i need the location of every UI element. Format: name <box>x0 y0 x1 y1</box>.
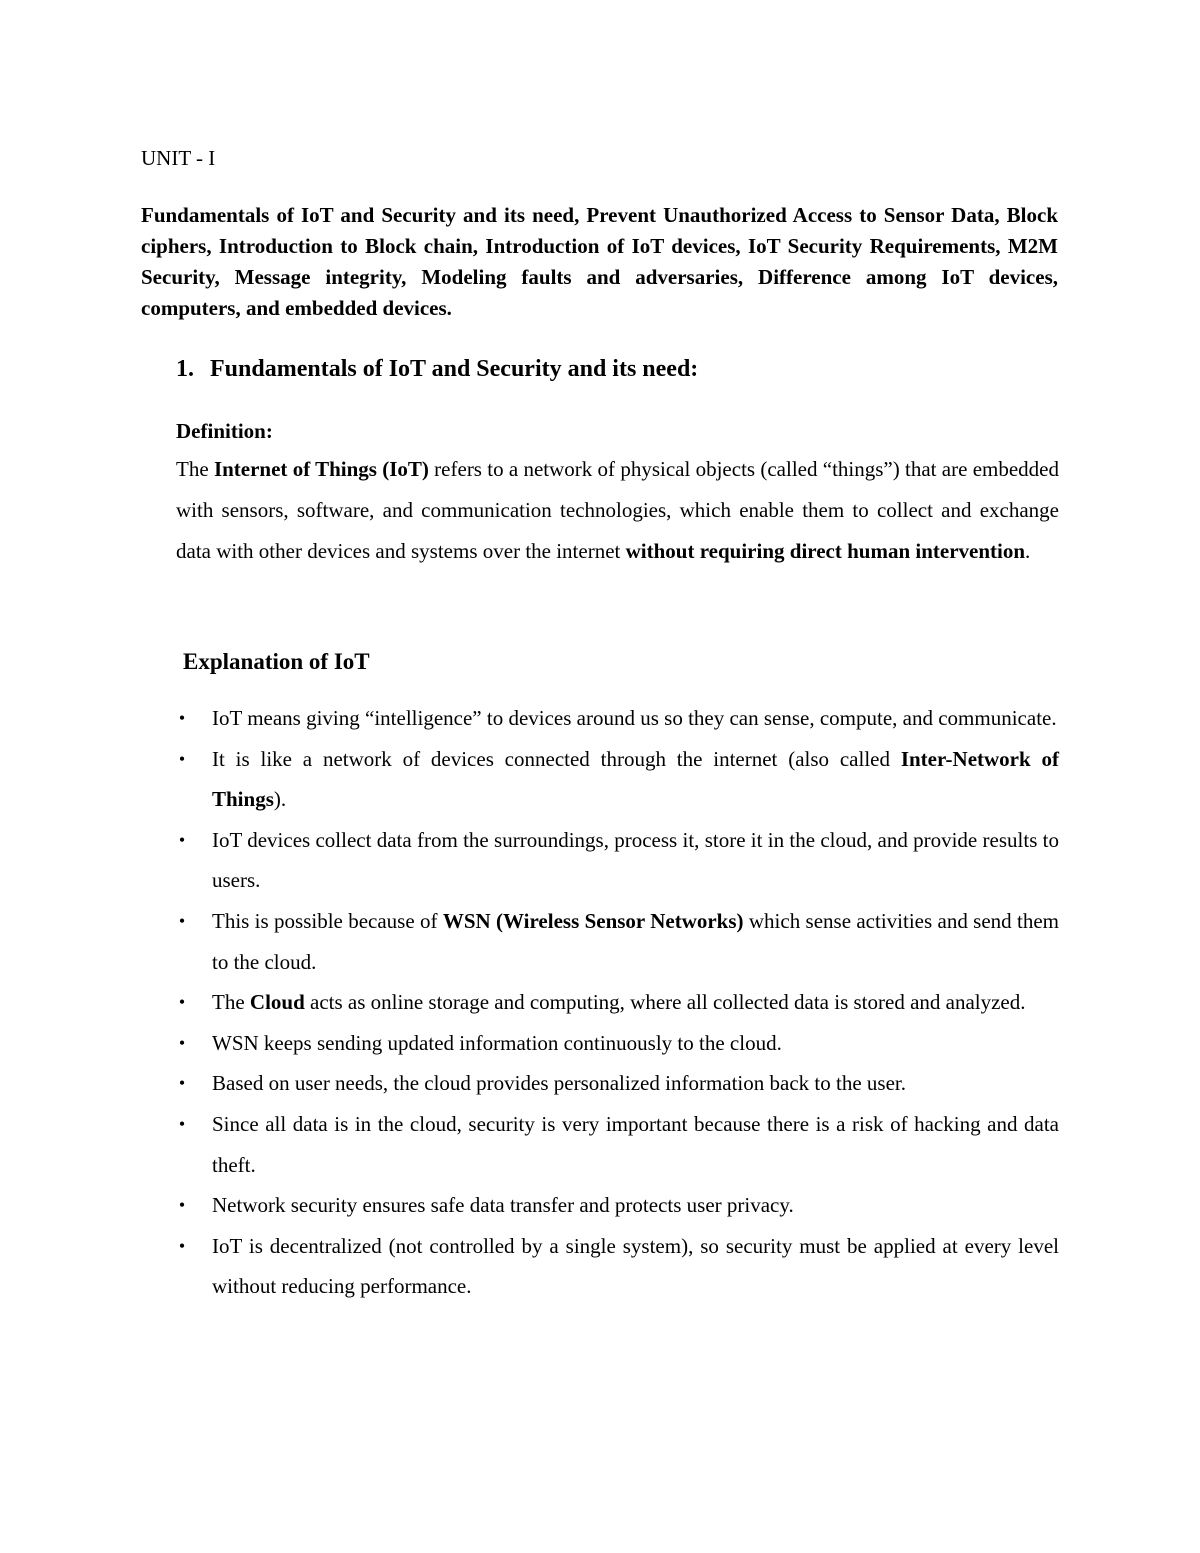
list-item-text: It is like a network of devices connected through the internet (also called <box>212 746 901 771</box>
list-item-text: which sense activities and send them to the cloud. <box>212 908 1059 974</box>
explanation-heading: Explanation of IoT <box>183 649 370 674</box>
list-item-text: Since all data is in the cloud, security is very important because there is a risk of hacking and data theft. <box>212 1111 1059 1177</box>
list-item-bold: Inter-Network of Things <box>212 746 1059 812</box>
explanation-list <box>176 698 1059 1307</box>
list-item <box>176 1104 1059 1185</box>
list-item-text: Network security ensures safe data transfer and protects user privacy. <box>212 1193 794 1218</box>
list-item <box>176 1023 1059 1064</box>
bullet-icon: • <box>178 1113 186 1134</box>
definition-label: Definition: <box>176 419 273 443</box>
section-1-number: 1. <box>176 356 194 382</box>
definition-text-3: . <box>1025 539 1031 563</box>
bullet-icon: • <box>178 708 186 728</box>
definition-text-2: refers to a network of physical objects (called “things”) that are embedded with sensors, software, and communication technologies, which enable them to collect and exchange data with other devices and systems over the internet <box>176 457 1059 563</box>
list-item-bold: WSN (Wireless Sensor Networks) <box>442 908 744 933</box>
list-item <box>176 901 1059 982</box>
list-item <box>176 1063 1059 1104</box>
list-item <box>176 982 1059 1023</box>
bullet-icon: • <box>178 1235 186 1256</box>
definition-bold-2: without requiring direct human intervention <box>625 539 1026 563</box>
syllabus-topics: Fundamentals of IoT and Security and its need, Prevent Unauthorized Access to Sensor Data, Block ciphers, Introduction to Block chain, Introduction of IoT devices, IoT Security Requirements, M2M Security, Message integrity, Modeling faults and adversaries, Difference among IoT devices, computers, and embedded devices. <box>141 203 1058 320</box>
list-item <box>176 1185 1059 1226</box>
list-item-text: acts as online storage and computing, where all collected data is stored and analyzed. <box>304 990 1026 1015</box>
list-item-text: The <box>212 990 250 1015</box>
list-item-text: Based on user needs, the cloud provides personalized information back to the user. <box>212 1071 906 1096</box>
bullet-icon: • <box>178 1195 186 1216</box>
list-item <box>176 739 1059 820</box>
list-item-text: WSN keeps sending updated information continuously to the cloud. <box>212 1030 782 1055</box>
bullet-icon: • <box>178 992 186 1013</box>
definition-bold-1: Internet of Things (IoT) <box>213 457 429 481</box>
list-item-text: IoT means giving “intelligence” to devices around us so they can sense, compute, and communicate. <box>212 706 1057 730</box>
list-item <box>176 1226 1059 1307</box>
list-item-text: This is possible because of <box>212 908 443 933</box>
bullet-icon: • <box>178 748 186 769</box>
definition-text-1: The <box>176 457 214 481</box>
bullet-icon: • <box>178 1032 186 1053</box>
unit-title: UNIT - I <box>141 146 216 170</box>
bullet-icon: • <box>178 829 186 850</box>
list-item-text: IoT is decentralized (not controlled by a single system), so security must be applied at every level without reducing performance. <box>212 1233 1059 1299</box>
bullet-icon: • <box>178 1073 186 1094</box>
list-item <box>176 698 1059 739</box>
list-item-text: ). <box>273 787 287 812</box>
section-1-title: Fundamentals of IoT and Security and its need: <box>210 356 699 382</box>
list-item-bold: Cloud <box>249 990 305 1015</box>
section-1-heading <box>176 353 698 385</box>
list-item <box>176 820 1059 901</box>
bullet-icon: • <box>178 910 186 931</box>
list-item-text: IoT devices collect data from the surroundings, process it, store it in the cloud, and provide results to users. <box>212 827 1059 893</box>
definition-paragraph <box>176 449 1059 572</box>
